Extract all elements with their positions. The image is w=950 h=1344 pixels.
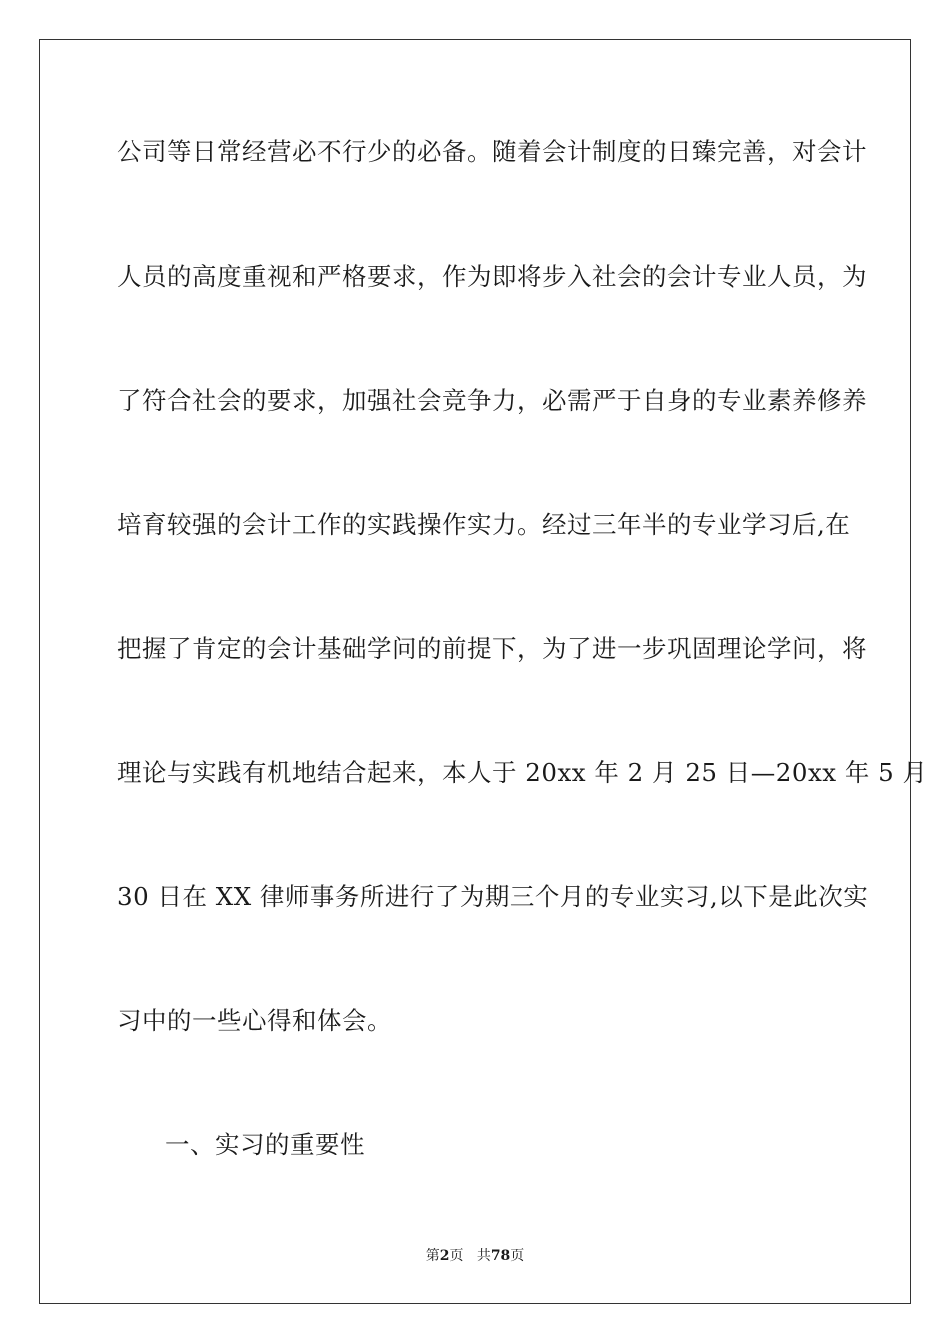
body-line-8: 习中的一些心得和体会。 bbox=[117, 1006, 392, 1035]
body-line-2: 人员的高度重视和严格要求，作为即将步入社会的会计专业人员，为 bbox=[117, 262, 867, 291]
footer-current-page: 2 bbox=[439, 1248, 450, 1264]
body-line-5: 把握了肯定的会计基础学问的前提下，为了进一步巩固理论学问，将 bbox=[117, 634, 867, 663]
footer-total-suffix: 页 bbox=[510, 1248, 525, 1264]
body-line-6: 理论与实践有机地结合起来，本人于 20xx 年 2 月 25 日—20xx 年 5 月 bbox=[117, 758, 928, 787]
body-line-7: 30 日在 XX 律师事务所进行了为期三个月的专业实习,以下是此次实 bbox=[117, 882, 869, 911]
body-line-4: 培育较强的会计工作的实践操作实力。经过三年半的专业学习后,在 bbox=[117, 510, 851, 539]
body-line-1: 公司等日常经营必不行少的必备。随着会计制度的日臻完善，对会计 bbox=[117, 137, 867, 166]
page-frame bbox=[39, 39, 928, 1304]
section-heading: 一、实习的重要性 bbox=[165, 1130, 365, 1159]
footer-total-pages: 78 bbox=[490, 1248, 511, 1264]
footer-total-prefix: 共 bbox=[476, 1248, 491, 1264]
footer-prefix: 第 bbox=[425, 1248, 440, 1264]
body-line-3: 了符合社会的要求，加强社会竞争力，必需严于自身的专业素养修养 bbox=[117, 386, 867, 415]
footer-page-suffix: 页 bbox=[449, 1248, 464, 1264]
page-footer bbox=[0, 1247, 950, 1265]
